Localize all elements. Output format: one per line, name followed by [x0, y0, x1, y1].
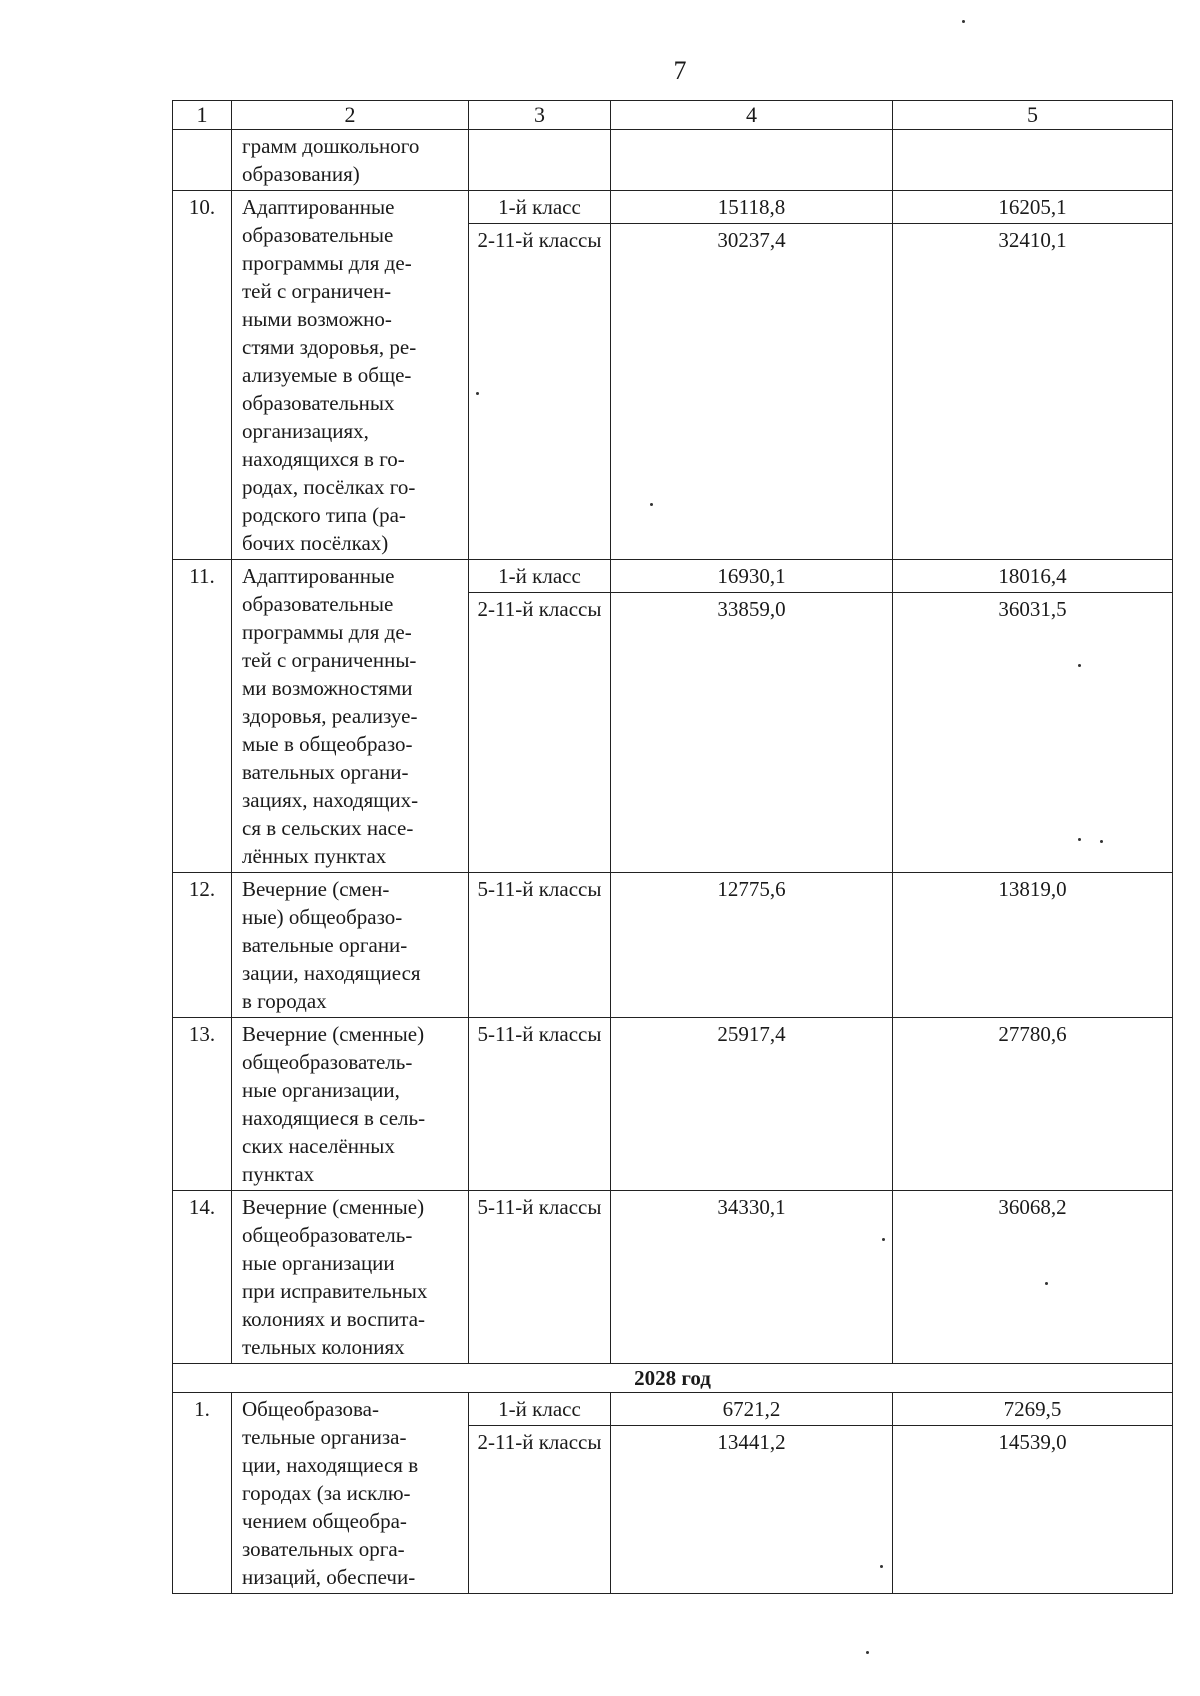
header-cell: 5 — [893, 101, 1173, 130]
value-col5-cell — [893, 1018, 1173, 1191]
program-name — [232, 873, 469, 1018]
program-name-line: тей с ограничен- — [242, 279, 392, 303]
value-col5-cell — [893, 1393, 1173, 1594]
program-name-line: образовательные — [242, 223, 394, 247]
program-name-line: низаций, обеспечи- — [242, 1565, 416, 1589]
norm-value: 15118,8 — [717, 195, 786, 219]
table-row — [173, 1018, 1173, 1191]
program-name-line: Вечерние (сменные) — [242, 1022, 425, 1046]
scan-speck — [882, 1238, 885, 1241]
program-name-line: зациях, находящих- — [242, 788, 419, 812]
program-name-line: стями здоровья, ре- — [242, 335, 417, 359]
program-name-line: программы для де- — [242, 251, 412, 275]
table-row — [173, 191, 1173, 560]
table-row — [173, 1191, 1173, 1364]
program-name-line: вательные органи- — [242, 933, 408, 957]
norm-value: 34330,1 — [717, 1195, 786, 1219]
value-col4-cell — [611, 560, 893, 873]
program-name-line: ализуемые в обще- — [242, 363, 412, 387]
value-col4-cell — [611, 1018, 893, 1191]
table-row — [173, 560, 1173, 873]
program-name-line: Вечерние (смен- — [242, 877, 390, 901]
class-range-cell — [469, 1393, 611, 1594]
norm-value: 12775,6 — [717, 877, 786, 901]
row-number: 14. — [173, 1191, 232, 1364]
value-col4-cell — [611, 1191, 893, 1364]
program-name-line: вательных органи- — [242, 760, 409, 784]
scan-speck — [866, 1651, 869, 1654]
scan-speck — [476, 392, 479, 395]
class-range: 1-й класс — [498, 1397, 581, 1421]
scan-speck — [1078, 664, 1081, 667]
norm-value: 18016,4 — [998, 564, 1067, 588]
program-name — [232, 191, 469, 560]
program-name-line: родского типа (ра- — [242, 503, 406, 527]
scan-speck — [1078, 838, 1081, 841]
program-name-line: родах, посёлках го- — [242, 475, 416, 499]
scan-speck — [1045, 1282, 1048, 1285]
program-name-line: тельные организа- — [242, 1425, 407, 1449]
row-number: 11. — [173, 560, 232, 873]
header-cell: 4 — [611, 101, 893, 130]
program-name-line: зации, находящиеся — [242, 961, 421, 985]
norm-value: 13441,2 — [611, 1425, 892, 1458]
program-name-line: мые в общеобразо- — [242, 732, 413, 756]
class-range: 2-11-й классы — [469, 223, 610, 256]
row-number: 12. — [173, 873, 232, 1018]
norm-value: 32410,1 — [893, 223, 1172, 256]
program-name-line: ными возможно- — [242, 307, 392, 331]
program-name-line: организациях, — [242, 419, 369, 443]
cost-table — [172, 100, 1173, 1594]
class-range-cell — [469, 191, 611, 560]
value-col5-cell — [893, 1191, 1173, 1364]
program-name-line: зовательных орга- — [242, 1537, 405, 1561]
program-name-line: бочих посёлках) — [242, 531, 389, 555]
program-name-line: находящихся в го- — [242, 447, 405, 471]
scan-speck — [650, 503, 653, 506]
table-row — [173, 1393, 1173, 1594]
row-number: 10. — [173, 191, 232, 560]
program-name-line: при исправительных — [242, 1279, 428, 1303]
class-range: 2-11-й классы — [469, 1425, 610, 1458]
program-name-line: ции, находящиеся в — [242, 1453, 419, 1477]
class-range: 5-11-й классы — [477, 1195, 602, 1219]
program-name-line: ся в сельских насе- — [242, 816, 414, 840]
class-range-cell — [469, 1191, 611, 1364]
class-range: 1-й класс — [498, 195, 581, 219]
continuation-name: грамм дошкольного образования) — [232, 130, 469, 191]
program-name — [232, 1393, 469, 1594]
norm-value: 36031,5 — [893, 592, 1172, 625]
program-name — [232, 1191, 469, 1364]
header-cell: 3 — [469, 101, 611, 130]
norm-value: 7269,5 — [1003, 1397, 1062, 1421]
class-range-cell — [469, 560, 611, 873]
program-name — [232, 1018, 469, 1191]
program-name-line: колониях и воспита- — [242, 1307, 426, 1331]
class-range: 1-й класс — [498, 564, 581, 588]
header-row — [173, 101, 1173, 130]
program-name-line: находящиеся в сель- — [242, 1106, 426, 1130]
continuation-row — [173, 130, 1173, 191]
class-range: 2-11-й классы — [469, 592, 610, 625]
program-name-line: программы для де- — [242, 620, 412, 644]
value-col5-cell — [893, 191, 1173, 560]
header-cell: 1 — [173, 101, 232, 130]
program-name-line: ные организации — [242, 1251, 395, 1275]
value-col5-cell — [893, 560, 1173, 873]
norm-value: 33859,0 — [611, 592, 892, 625]
year-heading-row — [173, 1364, 1173, 1393]
program-name-line: Вечерние (сменные) — [242, 1195, 425, 1219]
norm-value: 27780,6 — [998, 1022, 1067, 1046]
row-number: 13. — [173, 1018, 232, 1191]
class-range-cell — [469, 873, 611, 1018]
norm-value: 13819,0 — [998, 877, 1067, 901]
program-name-line: общеобразователь- — [242, 1223, 413, 1247]
program-name-line: в городах — [242, 989, 327, 1013]
program-name-line: образовательных — [242, 391, 395, 415]
program-name-line: ми возможностями — [242, 676, 413, 700]
scan-speck — [1100, 840, 1103, 843]
norm-value: 25917,4 — [717, 1022, 786, 1046]
norm-value: 16205,1 — [998, 195, 1067, 219]
program-name-line: Адаптированные — [242, 195, 395, 219]
program-name-line: ских населённых — [242, 1134, 395, 1158]
norm-value: 36068,2 — [998, 1195, 1067, 1219]
norm-value: 30237,4 — [611, 223, 892, 256]
program-name-line: городах (за исклю- — [242, 1481, 411, 1505]
value-col4-cell — [611, 1393, 893, 1594]
program-name — [232, 560, 469, 873]
value-col4-cell — [611, 873, 893, 1018]
header-cell: 2 — [232, 101, 469, 130]
year-heading: 2028 год — [173, 1364, 1173, 1393]
class-range-cell — [469, 1018, 611, 1191]
norm-value: 16930,1 — [717, 564, 786, 588]
row-number: 1. — [173, 1393, 232, 1594]
program-name-line: Адаптированные — [242, 564, 395, 588]
page-number: 7 — [673, 56, 687, 85]
program-name-line: тельных колониях — [242, 1335, 405, 1359]
program-name-line: образовательные — [242, 592, 394, 616]
program-name-line: Общеобразова- — [242, 1397, 379, 1421]
program-name-line: общеобразователь- — [242, 1050, 413, 1074]
program-name-line: чением общеобра- — [242, 1509, 407, 1533]
norm-value: 6721,2 — [722, 1397, 781, 1421]
scan-speck — [880, 1565, 883, 1568]
norm-value: 14539,0 — [893, 1425, 1172, 1458]
class-range: 5-11-й классы — [477, 1022, 602, 1046]
program-name-line: лённых пунктах — [242, 844, 387, 868]
program-name-line: здоровья, реализуе- — [242, 704, 418, 728]
value-col5-cell — [893, 873, 1173, 1018]
scan-speck — [962, 20, 965, 23]
table-row — [173, 873, 1173, 1018]
class-range: 5-11-й классы — [477, 877, 602, 901]
program-name-line: ные) общеобразо- — [242, 905, 403, 929]
program-name-line: пунктах — [242, 1162, 315, 1186]
program-name-line: ные организации, — [242, 1078, 400, 1102]
program-name-line: тей с ограниченны- — [242, 648, 417, 672]
